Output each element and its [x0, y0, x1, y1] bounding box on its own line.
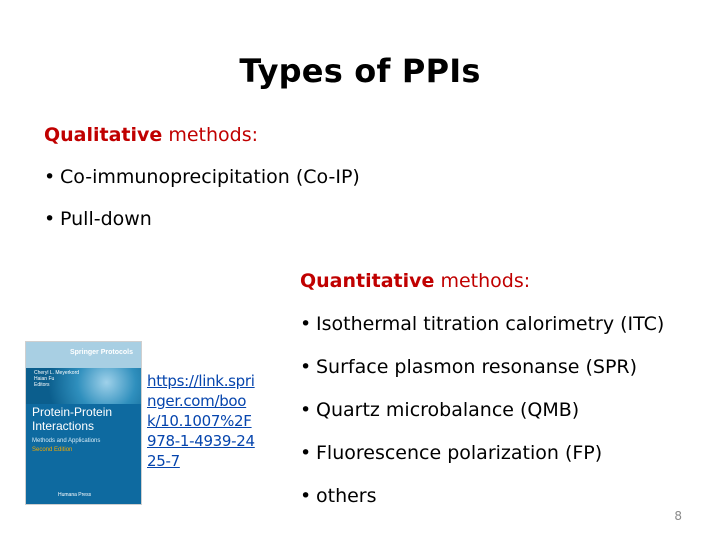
- book-edition: Second Edition: [32, 447, 73, 453]
- qualitative-emphasis: Qualitative: [44, 124, 163, 146]
- quantitative-heading-rest: methods:: [434, 270, 531, 292]
- bullet-icon: •: [300, 356, 312, 378]
- list-item: [300, 444, 664, 463]
- qualitative-list: [44, 168, 360, 229]
- list-item-text: others: [316, 485, 377, 507]
- book-link[interactable]: https://link.springer.com/book/10.1007%2F978-1-4939-2425-7: [147, 372, 255, 470]
- bullet-icon: •: [44, 166, 56, 188]
- bullet-icon: •: [300, 313, 312, 335]
- quantitative-heading: [300, 272, 664, 291]
- book-title: [32, 406, 112, 434]
- list-item: [300, 401, 664, 420]
- list-item-text: Pull-down: [60, 208, 152, 230]
- book-subtitle: Methods and Applications: [32, 438, 101, 444]
- book-publisher: Humana Press: [58, 492, 92, 498]
- qualitative-heading-rest: methods:: [162, 124, 259, 146]
- bullet-icon: •: [300, 442, 312, 464]
- list-item-text: Isothermal titration calorimetry (ITC): [316, 313, 665, 335]
- list-item-text: Co-immunoprecipitation (Co-IP): [60, 166, 360, 188]
- book-series: Springer Protocols: [69, 349, 133, 356]
- bullet-icon: •: [44, 208, 56, 230]
- slide-title: Types of PPIs: [239, 52, 481, 90]
- quantitative-list: [300, 315, 664, 506]
- book-title-line-1: Protein-Protein: [32, 405, 113, 419]
- book-editors: Cheryl L. Meyerkord Haian Fu Editors: [34, 370, 80, 388]
- list-item-text: Fluorescence polarization (FP): [316, 442, 603, 464]
- page-number: 8: [674, 509, 682, 523]
- qualitative-section: [44, 126, 360, 229]
- list-item: [300, 358, 664, 377]
- quantitative-emphasis: Quantitative: [300, 270, 435, 292]
- list-item: [300, 487, 664, 506]
- list-item-text: Quartz microbalance (QMB): [316, 399, 580, 421]
- list-item: [300, 315, 664, 334]
- book-cover-image: [25, 341, 142, 505]
- quantitative-section: [300, 272, 664, 506]
- book-title-line-2: Interactions: [32, 418, 95, 433]
- qualitative-heading: [44, 126, 360, 145]
- list-item: [44, 168, 360, 187]
- list-item-text: Surface plasmon resonanse (SPR): [316, 356, 638, 378]
- bullet-icon: •: [300, 485, 312, 507]
- bullet-icon: •: [300, 399, 312, 421]
- list-item: [44, 210, 360, 229]
